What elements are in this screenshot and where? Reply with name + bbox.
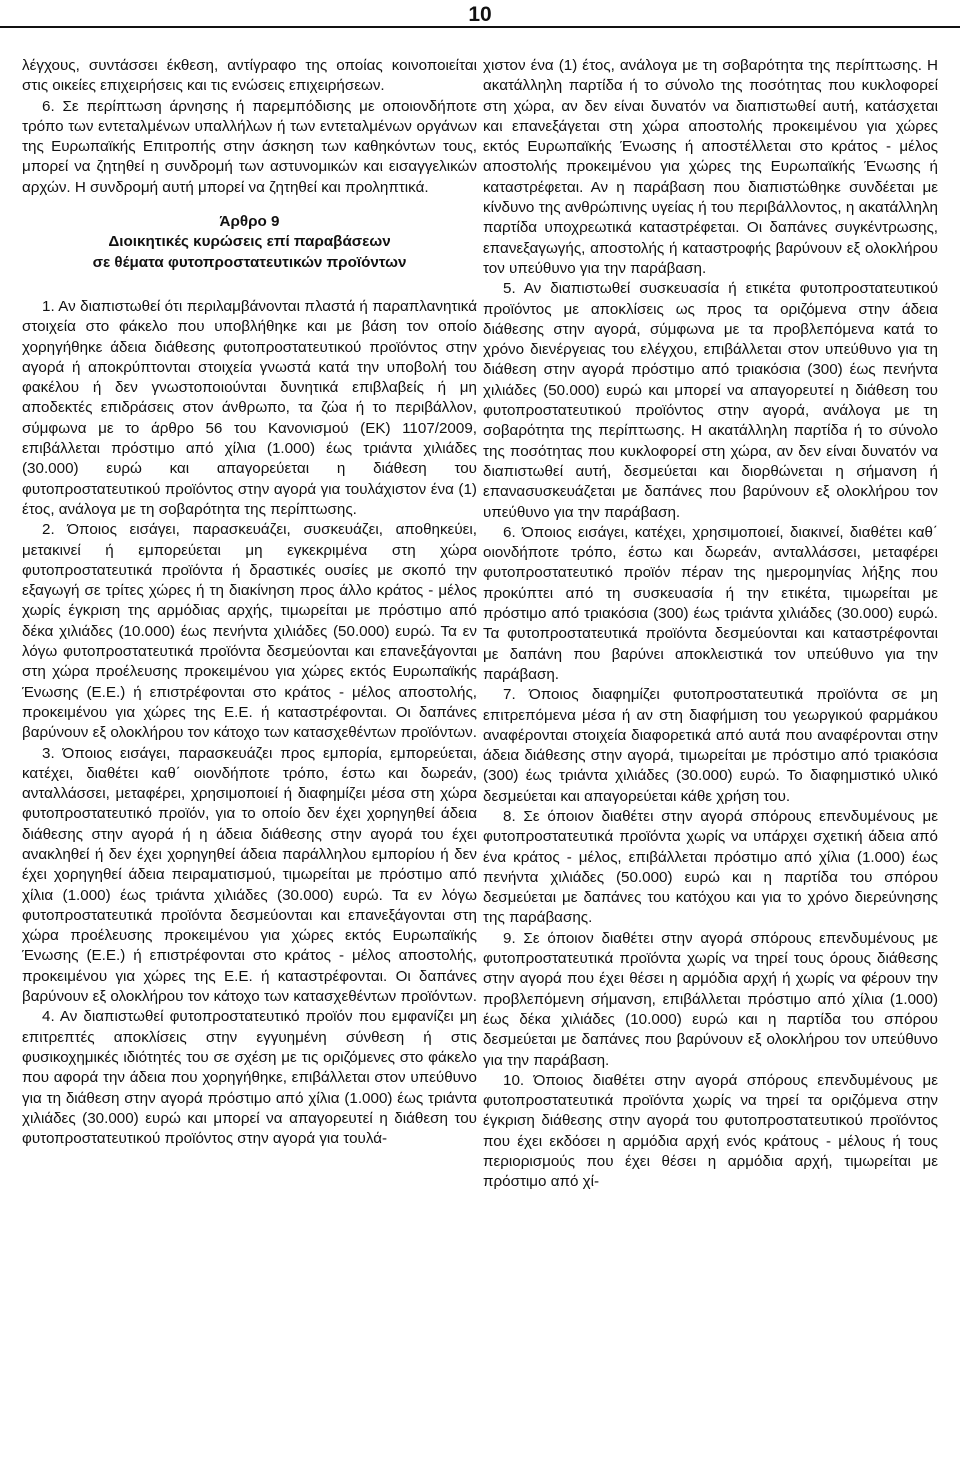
paragraph-7: 7. Όποιος διαφημίζει φυτοπροστατευτικά προϊόντα σε μη επιτρεπόμενα μέσα ή αν στη διαφήμιση του γεωργικού φαρμάκου αναφέρονται στοιχεία διαφορετικά από αυτά που αναφέρονται στην άδεια διάθεσης στην αγορά, τιμωρείται με πρόστιμο από τριακόσια (300) έως τριάντα χιλιάδες (30.000) ευρώ. Το διαφημιστικό υλικό δεσμεύεται και απαγορεύεται κάθε χρήση του. [483, 686, 938, 805]
right-column [483, 56, 938, 1193]
paragraph-8: 8. Σε όποιον διαθέτει στην αγορά σπόρους επενδυμένους με φυτοπροστατευτικά προϊόντα χωρίς να υπάρχει σχετική άδεια από ένα κράτος - μέλος, επιβάλλεται πρόστιμο από χίλια (1.000) έως πενήντα χιλιάδες (50.000) ευρώ και η παρτίδα του σπόρου δεσμεύεται με δαπάνες του κατόχου και για το χρόνο διερεύνησης της παράβασης. [483, 807, 938, 927]
page-number: 10 [0, 2, 960, 28]
paragraph-6-penalties: 6. Όποιος εισάγει, κατέχει, χρησιμοποιεί, διακινεί, διαθέτει καθ΄ οιονδήποτε τρόπο, έστω και δωρεάν, ανταλλάσσει, μεταφέρει φυτοπροστατευτικό προϊόν πέραν της ημερομηνίας λήξης που προκύπτει από τη συσκευασία ή την ετικέτα, τιμωρείται με πρόστιμο από τριακόσια (300) έως τριάντα χιλιάδες (30.000) ευρώ. Τα φυτοπροστατευτικά προϊόντα δεσμεύονται και καταστρέφονται με δαπάνη που βαρύνει αποκλειστικά τον υπεύθυνο για την παράβαση. [483, 523, 938, 683]
paragraph-2: 2. Όποιος εισάγει, παρασκευάζει, συσκευάζει, αποθηκεύει, μετακινεί ή εμπορεύεται μη εγκεκριμένα στη χώρα φυτοπροστατευτικά προϊόντα ή δραστικές ουσίες με σκοπό την εξαγωγή σε τρίτες χώρες ή τη διακίνηση προς άλλο κράτος - μέλος χωρίς έγκριση της αρμόδιας αρχής, τιμωρείται με πρόστιμο από δέκα χιλιάδες (10.000) έως πενήντα χιλιάδες (50.000) ευρώ. Τα εν λόγω φυτοπροστατευτικά προϊόντα δεσμεύονται και επανεξάγονται στη χώρα προέλευσης προκειμένου για χώρες εκτός Ευρωπαϊκής Ένωσης (Ε.Ε.) ή επιστρέφονται στο κράτος - μέλος αποστολής, προκειμένου για χώρες της Ε.Ε. ή καταστρέφονται. Οι δαπάνες βαρύνουν εξ ολοκλήρου τον κάτοχο των κατασχεθέντων προϊόντων. [22, 521, 477, 742]
paragraph-10: 10. Όποιος διαθέτει στην αγορά σπόρους επενδυμένους με φυτοπροστατευτικά προϊόντα χωρίς να τηρεί τα οριζόμενα στην έγκριση διάθεσης στην αγορά του φυτοπροστατευτικού προϊόντος που έχει εκδόσει η αρμόδια αρχή ενός κράτους - μέλους ή τους περιορισμούς που έχει θέσει η αρμόδια αρχή, τιμωρείται με πρόστιμο από χί- [483, 1071, 938, 1191]
article-title: Άρθρο 9 [219, 213, 280, 231]
paragraph-4-continuation: χιστον ένα (1) έτος, ανάλογα με τη σοβαρότητα της περίπτωσης. Η ακατάλληλη παρτίδα ή το σύνολο της ποσότητας που κυκλοφορεί στη χώρα, αν δεν είναι δυνατόν να διαπιστωθεί αυτή, κατάσχεται και επανεξάγεται στη χώρα αποστολής προκειμένου για χώρες εκτός Ευρωπαϊκής Ένωσης ή αποστέλλεται στο κράτος - μέλος αποστολής προκειμένου για χώρες της Ευρωπαϊκής Ένωσης ή καταστρέφεται. Αν η παράβαση που διαπιστώθηκε συνδέεται με κίνδυνο της ανθρώπινης υγείας ή του περιβάλλοντος, η ακατάλληλη παρτίδα υποχρεωτικά καταστρέφεται. Οι δαπάνες συγκέντρωσης, επανεξαγωγής, αποστολής ή καταστροφής βαρύνουν εξ ολοκλήρου τον υπεύθυνο για την παράβαση. [483, 57, 938, 277]
paragraph-4: 4. Αν διαπιστωθεί φυτοπροστατευτικό προϊόν που εμφανίζει μη επιτρεπτές αποκλίσεις στην εγγυημένη σύνθεση ή στις φυσικοχημικές ιδιότητές του σε σχέση με τις οριζόμενες στο φάκελο που αφορά την άδεια που χορηγήθηκε, επιβάλλεται στον υπεύθυνο για τη διάθεση στην αγορά πρόστιμο από χίλια (1.000) έως τριάντα χιλιάδες (30.000) ευρώ και μπορεί να απαγορευτεί η διάθεση του φυτοπροστατευτικού προϊόντος στην αγορά για τουλά- [22, 1008, 477, 1148]
article-heading [22, 212, 477, 273]
left-column [22, 56, 477, 1149]
article-subtitle-line-1: Διοικητικές κυρώσεις επί παραβάσεων [108, 233, 391, 251]
paragraph-1: 1. Αν διαπιστωθεί ότι περιλαμβάνονται πλαστά ή παραπλανητικά στοιχεία στο φάκελο που υποβλήθηκε και με βάση τον οποίο χορηγήθηκε άδεια διάθεσης φυτοπροστατευτικού προϊόντος στην αγορά ή αποκρύπτονται στοιχεία γνωστά κατά την υποβολή του φακέλου ή δεν γνωστοποιούνται δυνητικά επιβλαβείς ή μη αποδεκτές επιδράσεις στον άνθρωπο, τα ζώα ή το περιβάλλον, σύμφωνα με το άρθρο 56 του Κανονισμού (ΕΚ) 1107/2009, επιβάλλεται πρόστιμο από χίλια (1.000) έως τριάντα χιλιάδες (30.000) ευρώ και απαγορεύεται η διάθεση του φυτοπροστατευτικού προϊόντος στην αγορά για τουλάχιστον ένα (1) έτος, ανάλογα με τη σοβαρότητα της περίπτωσης. [22, 297, 477, 518]
article-subtitle-line-2: σε θέματα φυτοπροστατευτικών προϊόντων [92, 253, 407, 271]
paragraph-6: 6. Σε περίπτωση άρνησης ή παρεμπόδισης με οποιονδήποτε τρόπο των εντεταλμένων υπαλλήλων ή των εντεταλμένων οργάνων της Ευρωπαϊκής Επιτροπής στην άσκηση των καθηκόντων τους, μπορεί να ζητηθεί η συνδρομή των αστυνομικών και εισαγγελικών αρχών. Η συνδρομή αυτή μπορεί να ζητηθεί και προληπτικά. [22, 97, 477, 196]
paragraph-9: 9. Σε όποιον διαθέτει στην αγορά σπόρους επενδυμένους με φυτοπροστατευτικά προϊόντα χωρίς να τηρεί τους όρους διάθεσης στην αγορά που έχει θέσει η αρμόδια αρχή ή χωρίς να φέρουν την προβλεπόμενη σήμανση, επιβάλλεται πρόστιμο από χίλια (1.000) έως δέκα χιλιάδες (10.000) ευρώ και η παρτίδα του σπόρου δεσμεύεται με δαπάνες που βαρύνουν εξ ολοκλήρου τον υπεύθυνο για την παράβαση. [483, 929, 938, 1069]
paragraph-continuation: λέγχους, συντάσσει έκθεση, αντίγραφο της οποίας κοινοποιείται στις οικείες επιχειρήσεις και τις ενώσεις επιχειρήσεων. [22, 57, 477, 95]
paragraph-3: 3. Όποιος εισάγει, παρασκευάζει προς εμπορία, εμπορεύεται, κατέχει, διαθέτει καθ΄ οιονδήποτε τρόπο, έστω και δωρεάν, ανταλλάσσει, μεταφέρει, χρησιμοποιεί ή διαφημίζει μέσα στη χώρα φυτοπροστατευτικό προϊόν, για το οποίο δεν έχει χορηγηθεί άδεια διάθεσης στην αγορά ή η άδεια διάθεσης στην αγορά του έχει ανακληθεί ή δεν έχει χορηγηθεί άδεια παράλληλου εμπορίου ή δεν έχει χορηγηθεί άδεια πειραματισμού, τιμωρείται με πρόστιμο από χίλια (1.000) έως τριάντα χιλιάδες (30.000) ευρώ. Τα εν λόγω φυτοπροστατευτικά προϊόντα δεσμεύονται και επανεξάγονται στη χώρα προέλευσης προκειμένου για χώρες εκτός Ευρωπαϊκής Ένωσης (Ε.Ε.) ή επιστρέφονται στο κράτος - μέλος αποστολής, προκειμένου για χώρες της Ε.Ε. ή καταστρέφονται. Οι δαπάνες βαρύνουν εξ ολοκλήρου τον κάτοχο των κατασχεθέντων προϊόντων. [22, 744, 477, 1006]
paragraph-5: 5. Αν διαπιστωθεί συσκευασία ή ετικέτα φυτοπροστατευτικού προϊόντος με αποκλίσεις ως προς τα οριζόμενα στην άδεια διάθεσης στην αγορά, σύμφωνα με τα προβλεπόμενα κατά το χρόνο διενέργειας του ελέγχου, επιβάλλεται στον υπεύθυνο για τη διάθεση στην αγορά πρόστιμο από τριακόσια (300) έως πενήντα χιλιάδες (50.000) ευρώ και μπορεί να απαγορευτεί η διάθεση του φυτοπροστατευτικού προϊόντος στην αγορά, ανάλογα με τη σοβαρότητα της περίπτωσης. Η ακατάλληλη παρτίδα ή το σύνολο της ποσότητας που κυκλοφορεί στη χώρα, αν δεν είναι δυνατόν να διαπιστωθεί αυτή, δεσμεύεται και διορθώνεται η σήμανση ή επανασυσκευάζεται με δαπάνες που βαρύνουν εξ ολοκλήρου τον υπεύθυνο για την παράβαση. [483, 280, 938, 521]
